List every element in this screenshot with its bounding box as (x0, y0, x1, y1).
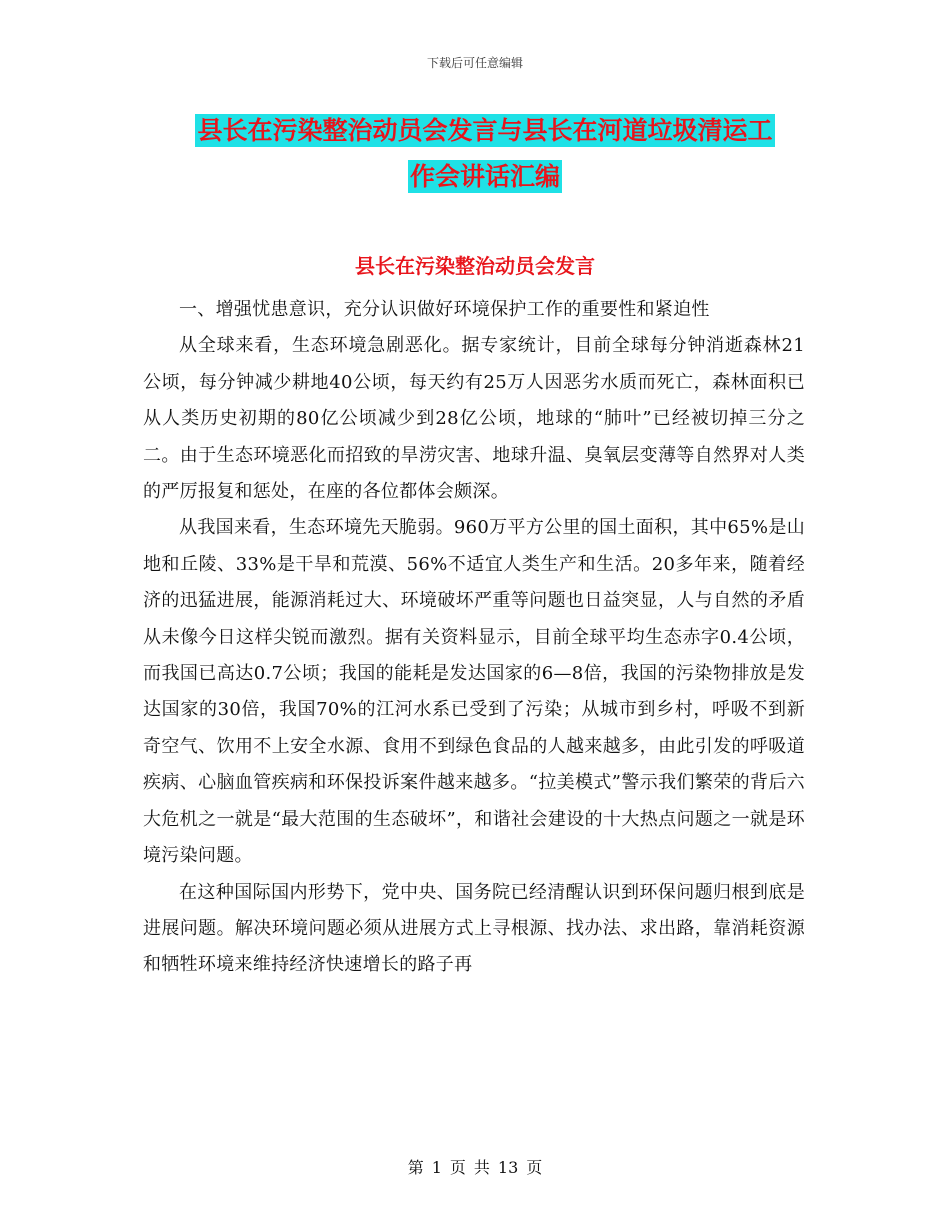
document-title (140, 108, 830, 200)
section-title: 县长在污染整治动员会发言 (355, 254, 595, 278)
header-note: 下载后可任意编辑 (426, 56, 523, 70)
paragraph: 从全球来看，生态环境急剧恶化。据专家统计，目前全球每分钟消逝森林21公顷，每分钟减少耕地40公顷，每天约有25万人因恶劣水质而死亡，森林面积已从人类历史初期的80亿公顷减少到28亿公顷，地球的“肺叶”已经被切掉三分之二。由于生态环境恶化而招致的旱涝灾害、地球升温、臭氧层变薄等自然界对人类的严厉报复和惩处，在座的各位都体会颇深。 (143, 335, 805, 503)
paragraph-heading: 一、增强忧患意识，充分认识做好环境保护工作的重要性和紧迫性 (179, 299, 710, 320)
page-footer (0, 1155, 950, 1178)
footer-prefix: 第 (407, 1158, 424, 1177)
footer-suffix: 页 (526, 1158, 543, 1177)
page-number: 1 (431, 1158, 442, 1177)
document-title-line-2: 作会讲话汇编 (409, 162, 560, 191)
paragraph: 在这种国际国内形势下，党中央、国务院已经清醒认识到环保问题归根到底是进展问题。解决环境问题必须从进展方式上寻根源、找办法、求出路，靠消耗资源和牺牲环境来维持经济快速增长的路子再 (143, 881, 805, 976)
paragraph: 从我国来看，生态环境先天脆弱。960万平方公里的国土面积，其中65%是山地和丘陵、33%是干旱和荒漠、56%不适宜人类生产和生活。20多年来，随着经济的迅猛进展，能源消耗过大、环境破坏严重等问题也日益突显，人与自然的矛盾从未像今日这样尖锐而激烈。据有关资料显示，目前全球平均生态赤字0.4公顷，而我国已高达0.7公顷；我国的能耗是发达国家的6—8倍，我国的污染物排放是发达国家的30倍，我国70%的江河水系已受到了污染；从城市到乡村，呼吸不到新奇空气、饮用不上安全水源、食用不到绿色食品的人越来越多，由此引发的呼吸道疾病、心脑血管疾病和环保投诉案件越来越多。“拉美模式”警示我们繁荣的背后六大危机之一就是“最大范围的生态破坏”，和谐社会建设的十大热点问题之一就是环境污染问题。 (143, 517, 805, 867)
document-body (143, 292, 805, 984)
document-title-line-1: 县长在污染整治动员会发言与县长在河道垃圾清运工 (197, 116, 773, 145)
page-total: 13 (497, 1158, 519, 1177)
footer-page-word: 页 (449, 1158, 466, 1177)
footer-total-word: 共 (473, 1158, 490, 1177)
